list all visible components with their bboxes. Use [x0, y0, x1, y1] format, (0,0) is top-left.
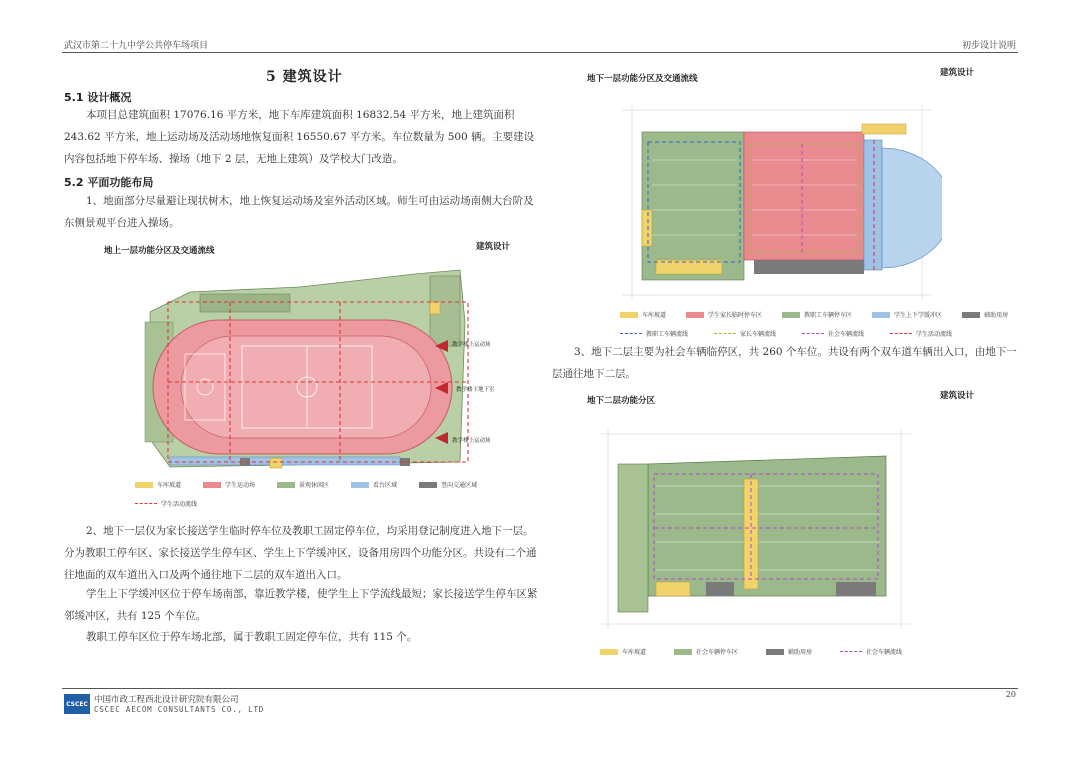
legend-swatch [351, 482, 369, 488]
legend-line [890, 333, 912, 334]
legend-label: 社会车辆停车区 [696, 649, 739, 656]
figure-title-ground: 地上一层功能分区及交通流线 [104, 246, 215, 256]
legend-item [962, 310, 1008, 319]
legend-swatch [203, 482, 221, 488]
legend-label: 学生上下学缓冲区 [894, 312, 943, 319]
legend-item [872, 310, 942, 319]
legend-label: 看台区域 [373, 482, 398, 489]
figure-tag-ground: 建筑设计 [476, 242, 511, 252]
aux-room-2 [836, 582, 876, 596]
line-legend-ground [135, 499, 197, 508]
legend-item [135, 480, 181, 489]
legend-label: 学生活动流线 [916, 331, 953, 338]
legend-label: 家长车辆流线 [740, 331, 777, 338]
legend-label: 景观休闲区 [299, 482, 330, 489]
legend-item [802, 329, 864, 338]
annotation-2: 教学楼下地下室 [456, 387, 495, 393]
legend-swatch [766, 649, 784, 655]
company-name-en: CSCEC AECOM CONSULTANTS CO., LTD [94, 705, 265, 714]
legend-swatch [419, 482, 437, 488]
legend-label: 学生家长临时停车区 [708, 312, 763, 319]
legend-line [802, 333, 824, 334]
legend-item [714, 329, 776, 338]
ramp-east [430, 302, 440, 314]
legend-label: 社会车辆流线 [828, 331, 865, 338]
header-left: 武汉市第二十九中学公共停车场项目 [64, 41, 209, 51]
legend-item [686, 310, 762, 319]
track-inner [181, 336, 431, 438]
legend-swatch [620, 312, 638, 318]
legend-label: 社会车辆流线 [866, 649, 903, 656]
legend-label: 教职工车辆停车区 [804, 312, 853, 319]
legend-item [351, 480, 397, 489]
legend-label: 车库坡道 [642, 312, 667, 319]
student-buffer-area [864, 140, 882, 270]
ground-floor-plan [130, 262, 475, 477]
b2-floor-plan [596, 424, 916, 636]
figure-tag-b1: 建筑设计 [940, 68, 975, 78]
paragraph-overview: 本项目总建筑面积 17076.16 平方米，地下车库建筑面积 16832.54 平方米，地上建筑面积 243.62 平方米，地上运动场及活动场地恢复面积 16550.67 平方米。车位数量为 500 辆。主要建设内容包括地下停车场、操场（地下 2 层，无地上建筑）及学校大门改造。 [64, 109, 535, 165]
header-right: 初步设计说明 [961, 41, 1016, 51]
legend-item [890, 329, 952, 338]
legend-line [135, 503, 157, 504]
figure-title-b1: 地下一层功能分区及交通流线 [587, 74, 698, 84]
legend-b2 [600, 647, 902, 656]
paragraph-b2: 3、地下二层主要为社会车辆临停区，共 260 个车位。共设有两个双车道车辆出入口，由地下一层通往地下二层。 [552, 346, 1017, 380]
legend-label: 教职工车辆流线 [646, 331, 689, 338]
page-number: 20 [1005, 690, 1016, 699]
ramp-north [862, 124, 906, 134]
figure-title-b2: 地下二层功能分区 [587, 396, 656, 406]
legend-swatch [686, 312, 704, 318]
legend-item [277, 480, 329, 489]
legend-swatch [135, 482, 153, 488]
west-parking-strip [618, 464, 648, 612]
ramp-west [642, 210, 652, 246]
legend-item [620, 329, 688, 338]
north-green [200, 294, 290, 312]
legend-line [714, 333, 736, 334]
legend-item [840, 647, 902, 656]
paragraph-ground: 1、地面部分尽量避让现状树木，地上恢复运动场及室外活动区域。师生可由运动场南侧大台阶及东侧景观平台进入操场。 [64, 195, 534, 229]
public-parking-area [648, 456, 886, 596]
paragraph-b1-staff: 教职工停车区位于停车场北部，属于教职工固定停车位，共有 115 个。 [86, 631, 418, 643]
heading-5-2: 5.2 平面功能布局 [64, 176, 154, 189]
legend-label: 竖向交通区域 [441, 482, 478, 489]
parent-parking-area [744, 132, 864, 260]
line-legend-b1 [620, 329, 952, 338]
legend-swatch [600, 649, 618, 655]
heading-5-1: 5.1 设计概况 [64, 91, 132, 104]
aux-room-1 [706, 582, 734, 596]
b1-floor-plan [612, 100, 942, 305]
figure-tag-b2: 建筑设计 [940, 391, 975, 401]
legend-label: 学生运动场 [225, 482, 256, 489]
header-rule [62, 52, 1018, 53]
legend-label: 学生活动流线 [161, 501, 198, 508]
legend-swatch [277, 482, 295, 488]
legend-label: 车库坡道 [622, 649, 647, 656]
legend-item [203, 480, 255, 489]
legend-swatch [872, 312, 890, 318]
annotation-3: 教学楼上运动场 [452, 438, 491, 444]
legend-item [600, 647, 646, 656]
legend-item [620, 310, 666, 319]
ramp-south [270, 458, 282, 468]
auxiliary-rooms [754, 260, 864, 274]
paragraph-b1-buffer: 学生上下学缓冲区位于停车场南部，靠近教学楼，使学生上下学流线最短；家长接送学生停车区紧邻缓冲区，共有 125 个车位。 [64, 588, 538, 622]
legend-swatch [782, 312, 800, 318]
legend-b1 [620, 310, 1008, 319]
annotation-1: 教学楼上运动场 [452, 342, 491, 348]
legend-item [674, 647, 738, 656]
legend-label: 车库坡道 [157, 482, 182, 489]
staff-parking-area [642, 132, 744, 280]
stands [170, 457, 400, 465]
legend-line [840, 651, 862, 652]
legend-label: 辅助用房 [788, 649, 813, 656]
legend-ground [135, 480, 477, 489]
ramp-south-b2 [656, 582, 690, 596]
legend-item [782, 310, 852, 319]
paragraph-b1: 2、地下一层仅为家长接送学生临时停车位及教职工固定停车位，均采用登记制度进入地下一层。分为教职工停车区、家长接送学生停车区、学生上下学缓冲区，设备用房四个功能分区。共设有二个通往地面的双车道出入口及两个通往地下二层的双车道出入口。 [64, 525, 537, 581]
legend-swatch [674, 649, 692, 655]
section-title: 5 建筑设计 [266, 69, 343, 85]
buffer-arc [882, 148, 942, 268]
legend-item [419, 480, 477, 489]
company-name-cn: 中国市政工程西北设计研究院有限公司 [94, 695, 239, 705]
company-logo: CSCEC [64, 694, 90, 714]
legend-swatch [962, 312, 980, 318]
footer-rule [62, 688, 1018, 689]
legend-line [620, 333, 642, 334]
legend-item [766, 647, 812, 656]
legend-label: 辅助用房 [984, 312, 1009, 319]
